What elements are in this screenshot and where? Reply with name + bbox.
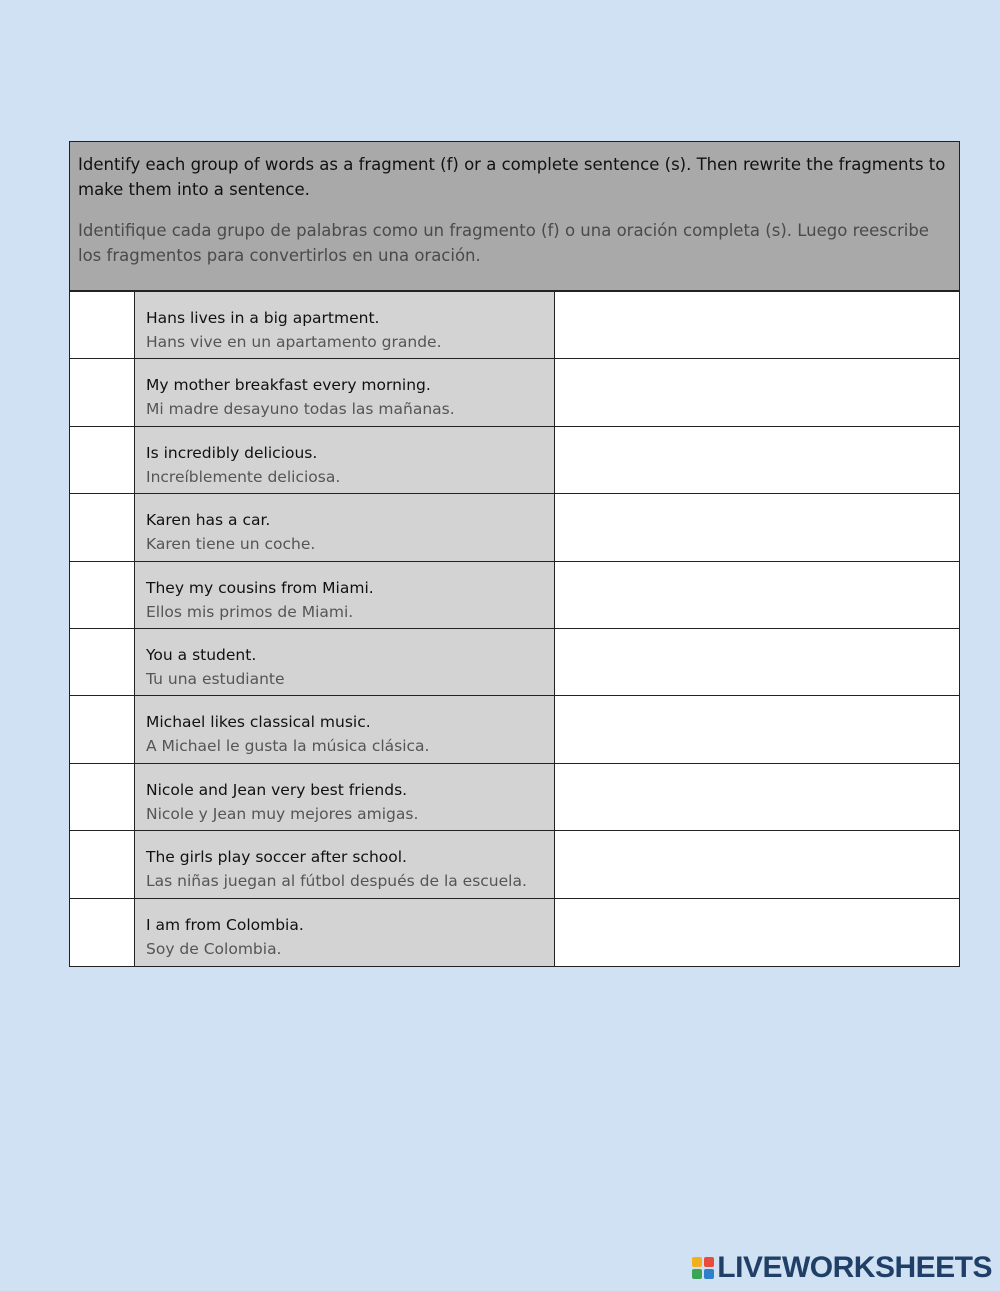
worksheet-table	[69, 141, 960, 967]
logo-mark-icon	[692, 1257, 714, 1279]
sentence-cell	[135, 764, 555, 831]
liveworksheets-logo	[692, 1251, 992, 1285]
sentence-spanish: Mi madre desayuno todas las mañanas.	[146, 400, 455, 419]
sentence-spanish: A Michael le gusta la música clásica.	[146, 737, 430, 756]
rewrite-box[interactable]	[555, 292, 959, 358]
rewrite-box[interactable]	[555, 764, 959, 830]
sentence-english: Karen has a car.	[146, 511, 271, 530]
sentence-spanish: Karen tiene un coche.	[146, 535, 316, 554]
exercise-row	[70, 831, 959, 898]
answer-box[interactable]	[70, 292, 135, 358]
rewrite-box[interactable]	[555, 831, 959, 897]
answer-box[interactable]	[70, 562, 135, 628]
sentence-english: Nicole and Jean very best friends.	[146, 780, 408, 799]
exercise-row	[70, 494, 959, 561]
exercise-row	[70, 292, 959, 359]
sentence-cell	[135, 494, 555, 561]
exercise-row	[70, 899, 959, 966]
exercise-row	[70, 359, 959, 426]
rewrite-box[interactable]	[555, 427, 959, 493]
instructions-header	[70, 142, 959, 292]
sentence-cell	[135, 359, 555, 426]
sentence-cell	[135, 562, 555, 629]
instructions-english: Identify each group of words as a fragment (f) or a complete sentence (s). Then rewrite the fragments to make them into a sentence.	[78, 155, 946, 199]
sentence-spanish: Ellos mis primos de Miami.	[146, 602, 354, 621]
sentence-spanish: Increíblemente deliciosa.	[146, 467, 341, 486]
answer-box[interactable]	[70, 629, 135, 695]
logo-square	[692, 1257, 702, 1267]
answer-box[interactable]	[70, 831, 135, 897]
logo-text: LIVEWORKSHEETS	[717, 1251, 992, 1284]
exercise-row	[70, 629, 959, 696]
rewrite-box[interactable]	[555, 899, 959, 966]
sentence-english: They my cousins from Miami.	[146, 578, 374, 597]
answer-box[interactable]	[70, 899, 135, 966]
exercise-row	[70, 562, 959, 629]
sentence-spanish: Soy de Colombia.	[146, 939, 282, 958]
sentence-cell	[135, 831, 555, 898]
rewrite-box[interactable]	[555, 629, 959, 695]
sentence-spanish: Tu una estudiante	[146, 669, 285, 688]
exercise-rows	[70, 292, 959, 966]
instructions-spanish: Identifique cada grupo de palabras como un fragmento (f) o una oración completa (s). Luego reescribe los fragmentos para convertirlos en una oración.	[78, 221, 929, 265]
sentence-cell	[135, 899, 555, 966]
answer-box[interactable]	[70, 696, 135, 762]
rewrite-box[interactable]	[555, 359, 959, 425]
rewrite-box[interactable]	[555, 562, 959, 628]
sentence-english: The girls play soccer after school.	[146, 848, 407, 867]
sentence-english: You a student.	[146, 645, 257, 664]
exercise-row	[70, 764, 959, 831]
sentence-english: Hans lives in a big apartment.	[146, 309, 380, 327]
sentence-english: I am from Colombia.	[146, 915, 304, 934]
answer-box[interactable]	[70, 764, 135, 830]
sentence-english: Is incredibly delicious.	[146, 443, 318, 462]
exercise-row	[70, 696, 959, 763]
exercise-row	[70, 427, 959, 494]
answer-box[interactable]	[70, 359, 135, 425]
sentence-spanish: Las niñas juegan al fútbol después de la escuela.	[146, 872, 527, 891]
sentence-english: My mother breakfast every morning.	[146, 376, 431, 395]
rewrite-box[interactable]	[555, 696, 959, 762]
sentence-spanish: Hans vive en un apartamento grande.	[146, 333, 442, 351]
rewrite-box[interactable]	[555, 494, 959, 560]
logo-square	[704, 1257, 714, 1267]
sentence-english: Michael likes classical music.	[146, 713, 371, 732]
answer-box[interactable]	[70, 494, 135, 560]
sentence-cell	[135, 629, 555, 696]
logo-square	[692, 1269, 702, 1279]
sentence-spanish: Nicole y Jean muy mejores amigas.	[146, 804, 419, 823]
sentence-cell	[135, 696, 555, 763]
sentence-cell	[135, 292, 555, 359]
logo-square	[704, 1269, 714, 1279]
sentence-cell	[135, 427, 555, 494]
answer-box[interactable]	[70, 427, 135, 493]
